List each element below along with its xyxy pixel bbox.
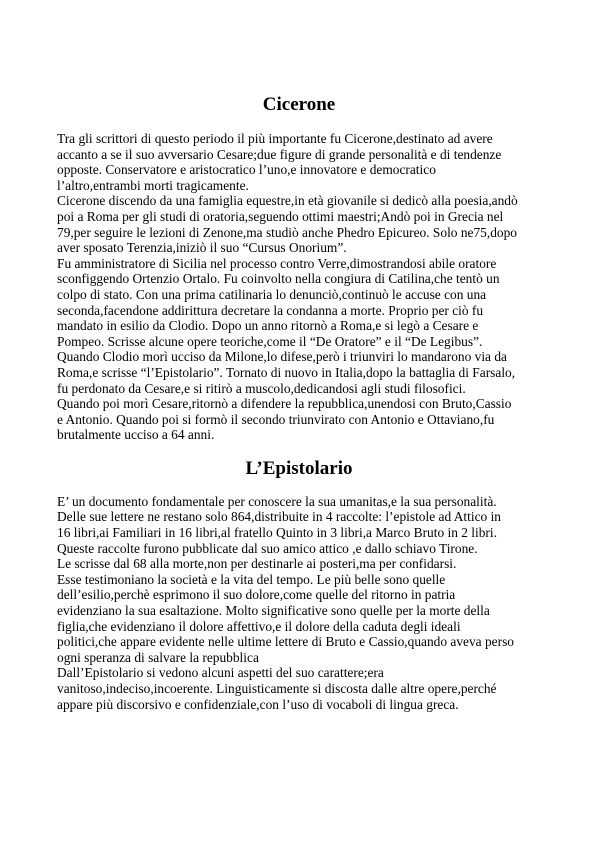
text-line: Queste raccolte furono pubblicate dal suo amico attico ,e dallo schiavo Tirone. — [57, 540, 478, 556]
section-title-cicerone: Cicerone — [262, 94, 336, 115]
text-line: Roma,e scrisse “l’Epistolario”. Tornato di nuovo in Italia,dopo la battaglia di Farsalo, — [57, 364, 516, 380]
text-line: Delle sue lettere ne restano solo 864,distribuite in 4 raccolte: l’epistole ad Attico in — [57, 509, 501, 525]
text-line: accanto a se il suo avversario Cesare;due figure di grande personalità e di tendenze — [57, 146, 502, 162]
text-line: Cicerone discendo da una famiglia equestre,in età giovanile si dedicò alla poesia,andò — [57, 193, 518, 209]
document-page — [57, 92, 541, 712]
text-line: figlia,che evidenziano il dolore affettivo,e il dolore della caduta degli ideali — [57, 618, 461, 634]
section-title-epistolario: L’Epistolario — [245, 457, 353, 479]
text-line: Dall’Epistolario si vedono alcuni aspetti del suo carattere;era — [57, 665, 384, 681]
text-line: ogni speranza di salvare la repubblica — [57, 649, 259, 665]
text-line: seconda,facendone addirittura decretare la condanna a morte. Proprio per ciò fu — [57, 302, 484, 318]
text-line: vanitoso,indeciso,incoerente. Linguisticamente si discosta dalle altre opere,perché — [57, 681, 497, 696]
section-body-epistolario — [57, 494, 541, 712]
text-line: appare più discorsivo e confidenziale,con l’uso di vocaboli di lingua greca. — [57, 696, 459, 712]
text-line: evidenziano la sua esaltazione. Molto significative sono quelle per la morte della — [57, 603, 490, 619]
text-line: 79,per seguire le lezioni di Zenone,ma studiò anche Phedro Epicureo. Solo ne75,dopo — [57, 224, 517, 240]
text-line: Esse testimoniano la società e la vita del tempo. Le più belle sono quelle — [57, 571, 446, 587]
text-line: politici,che appare evidente nelle ultime lettere di Bruto e Cassio,quando aveva perso — [57, 634, 514, 650]
text-line: colpo di stato. Con una prima catilinaria lo denunciò,continuò le accuse con una — [57, 286, 487, 302]
text-line: fu perdonato da Cesare,e si ritirò a muscolo,dedicandosi agli studi filosofici. — [57, 380, 466, 396]
text-line: Pompeo. Scrisse alcune opere teoriche,come il “De Oratore” e il “De Legibus”. — [57, 333, 483, 349]
text-line: aver sposato Terenzia,iniziò il suo “Cursus Onorium”. — [57, 240, 347, 256]
text-line: Quando poi morì Cesare,ritornò a difendere la repubblica,unendosi con Bruto,Cassio — [57, 396, 512, 412]
text-line: Quando Clodio morì ucciso da Milone,lo difese,però i triunviri lo mandarono via da — [57, 349, 507, 365]
text-line: Fu amministratore di Sicilia nel processo contro Verre,dimostrandosi abile oratore — [57, 255, 497, 271]
text-line: mandato in esilio da Clodio. Dopo un anno ritornò a Roma,e si legò a Cesare e — [57, 318, 479, 334]
text-line: e Antonio. Quando poi si formò il secondo triunvirato con Antonio e Ottaviano,fu — [57, 411, 495, 427]
text-line: opposte. Conservatore e aristocratico l’uno,e innovatore e democratico — [57, 162, 436, 178]
text-line: l’altro,entrambi morti tragicamente. — [57, 177, 249, 193]
text-line: dell’esilio,perchè esprimono il suo dolore,come quelle del ritorno in patria — [57, 587, 456, 603]
text-line: 16 libri,ai Familiari in 16 libri,al fratello Quinto in 3 libri,a Marco Bruto in 2 libri. — [57, 525, 497, 541]
text-line: poi a Roma per gli studi di oratoria,seguendo ottimi maestri;Andò poi in Grecia nel — [57, 208, 504, 224]
text-line: brutalmente ucciso a 64 anni. — [57, 427, 215, 443]
text-line: Tra gli scrittori di questo periodo il più importante fu Cicerone,destinato ad avere — [57, 131, 493, 146]
section-body-cicerone — [57, 131, 541, 443]
text-line: Le scrisse dal 68 alla morte,non per destinarle ai posteri,ma per confidarsi. — [57, 556, 457, 572]
text-line: sconfiggendo Ortenzio Ortalo. Fu coinvolto nella congiura di Catilina,che tentò un — [57, 271, 500, 287]
text-line: E’ un documento fondamentale per conoscere la sua umanitas,e la sua personalità. — [57, 493, 497, 509]
